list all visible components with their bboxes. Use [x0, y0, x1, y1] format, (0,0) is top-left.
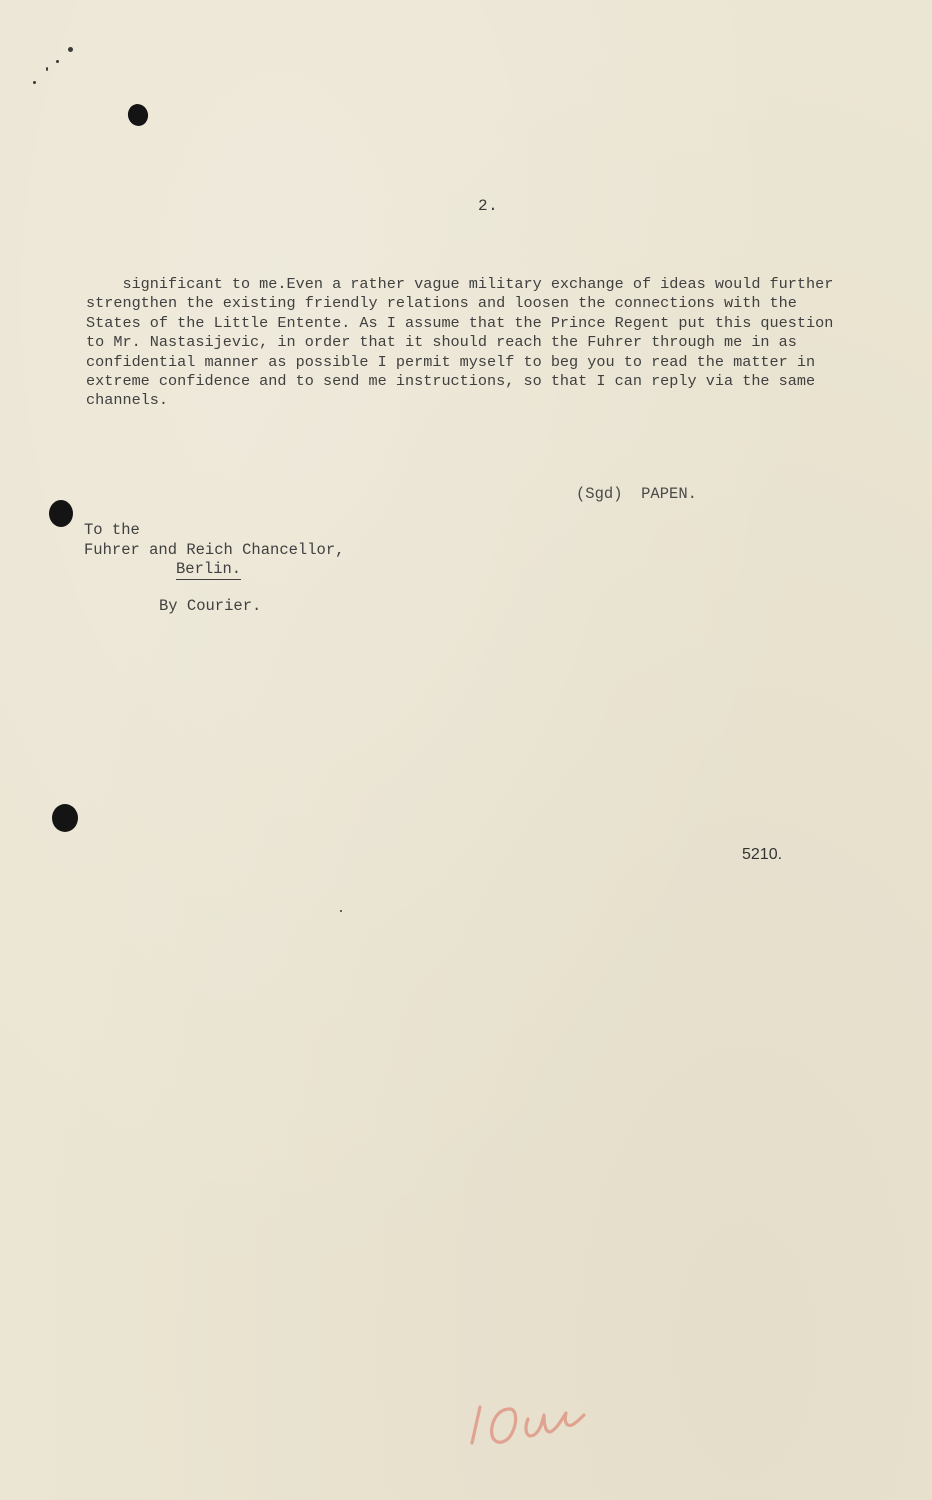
body-line: channels. — [86, 391, 169, 410]
handwritten-folio-mark — [462, 1395, 592, 1451]
addressee-city: Berlin. — [176, 560, 242, 578]
addressee-city-line — [84, 560, 344, 580]
ink-speck — [46, 67, 48, 71]
binder-hole-bottom — [52, 804, 78, 832]
ink-speck — [33, 81, 36, 84]
letter-body — [86, 275, 886, 411]
addressee-line: To the — [84, 521, 140, 539]
body-line: confidential manner as possible I permit myself to beg you to read the matter in — [86, 352, 816, 371]
binder-hole-middle — [49, 500, 73, 527]
body-line: to Mr. Nastasijevic, in order that it should reach the Fuhrer through me in as — [86, 333, 797, 352]
body-line: extreme confidence and to send me instructions, so that I can reply via the same — [86, 372, 816, 391]
ink-speck — [56, 60, 59, 63]
document-number: 5210. — [742, 846, 783, 863]
ink-speck — [68, 47, 73, 52]
ink-speck — [340, 910, 342, 912]
addressee-block — [84, 521, 344, 580]
body-line: States of the Little Entente. As I assume that the Prince Regent put this question — [86, 313, 834, 332]
addressee-line: Fuhrer and Reich Chancellor, — [84, 540, 345, 559]
body-line: strengthen the existing friendly relations and loosen the connections with the — [86, 294, 797, 313]
body-line: significant to me.Even a rather vague military exchange of ideas would further — [86, 275, 834, 293]
delivery-method: By Courier. — [159, 597, 262, 615]
binder-hole-top — [125, 102, 150, 128]
signature: (Sgd) PAPEN. — [576, 485, 697, 503]
page-number: 2. — [478, 197, 499, 215]
